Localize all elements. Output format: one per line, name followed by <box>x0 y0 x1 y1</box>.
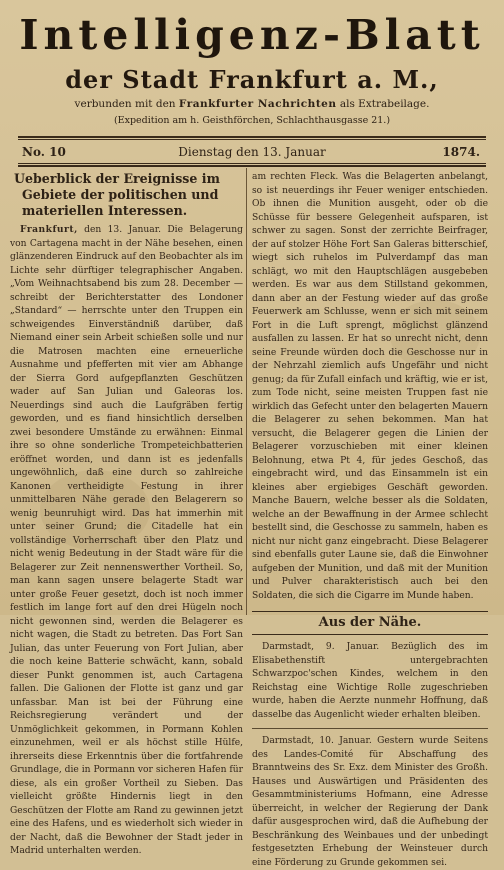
issue-rule-bottom <box>18 163 486 164</box>
masthead-office-address: (Expedition am h. Geisthförchen, Schlachthausgasse 21.) <box>113 115 391 126</box>
issue-year: 1874. <box>442 145 480 159</box>
article-continuation: am rechten Fleck. Was die Belagerten anbelangt, so ist neuerdings ihr Feuer weniger entschieden. Ob ihnen die Munition ausgeht, oder ob die Schüsse für bessere Gelegenheit aufsparen, ist schwer zu sagen. Sonst der zerrichte Beirfrager, der auf stolzer Höhe Fort San Galeras bitterschief, wiegt sich ruhelos im Pulverdampf das man schlägt, wo mit den Hauptschlägen ausgebeben werden. Es war aus dem Stillstand gekommen, dann aber an der Festung wieder auf das große Feuerwerk am Schlusse, wenn er sich mit seinem Fort in die Luft sprengt, möglichst glänzend ausfallen zu lassen. Er hat so unrecht nicht, denn seine Freunde würden doch die Geschosse nur in der Nehrzahl ziemlich aufs Ungefähr und nicht genug; da für Zufall einfach und kräftig, wie er ist, zum Tode nicht, seine meisten Truppen fast nie wirklich das Gefecht unter den belagerten Mauern die Belagerer zu sehen bekommen. Man hat versucht, die Belagerer gegen die Linien der Belagerer vorzuschieben mit einer kleinen Belohnung, etwa Pt 4, für jedes Geschoß, das eingebracht wird, und das Einsammeln ist ein kleines aber ergiebiges Geschäft geworden. Manche Bauern, welche besser als die Soldaten, welche an der Bewaffnung in der Armee schlecht bestellt sind, die Geschosse zu sammeln, haben es nicht nur nicht ganz eingebracht. Diese Belagerer sind ebenfalls guter Laune sie, daß die Einwohner aufgeben der Munition, und daß mit der Munition und Pulver charakteristisch auch bei den Soldaten, die sich die Cigarre im Munde haben. <box>252 172 488 601</box>
masthead-rule-top-2 <box>18 139 486 140</box>
masthead-title: Intelligenz-Blatt <box>19 11 485 59</box>
left-column <box>10 171 243 859</box>
masthead-rule-top <box>18 136 486 138</box>
article-body-text: den 13. Januar. Die Belagerung von Cartagena macht in der Nähe besehen, einen glänzenderen Eindruck auf den Beobachter als im Lichte sehr dürftiger telegraphischer Angaben. „Vom Weihnachtsabend bis zum 28. December — schreibt der Berichterstatter des Londoner „Standard“ — herrschte unter den Truppen ein schweigendes Einverständniß darüber, daß Niemand einer sein Arbeit schießen solle und nur die Matrosen machten eine erneuerliche Ausnahme und pfefferten mit vier am Abhange der Sierra Gord aufgepflanzten Geschützen wader auf San Julian und Galeoras los. Neuerdings sind auch die Laufgräben fertig geworden, und es fiand hinsichtlich derselben zwei besondere Umstände zu erwähnen: Einmal ihre so ohne sonderliche Trompeteichbatterien eröffnet worden, und dann ist es jedenfalls ungewöhnlich, daß eine durch so zahlreiche Kanonen vertheidigte Festung in ihrer unmittelbaren Nähe gerade den Belagerern so wenig beunruhigt wird. Das hat immerhin mit unter seiner Grund; die Citadelle hat ein vollständige Vorherrschaft über den Platz und nicht wenig Bedeutung in der Stadt wäre für die Belagerer zur Zeit nennenswerther Vortheil. So, man kann sagen unsere belagerte Stadt war unter große Feuer gesetzt, doch ist noch immer festlich im lange fort auf den drei Hügeln noch nicht gewonnen sind, werden die Belagerer es nicht wagen, die Stadt zu betreten. Das Fort San Julian, das unter Feuerung von Fort Julian, aber die noch keine Batterie schwächt, kann, sobald dieser Punkt genommen ist, auch Cartagena fallen. Die Galionen der Flotte ist ganz und gar unfassbar. Man ist bei der Führung eine Reichsregierung verändert und der Unmöglichkeit gekommen, in Pormann Kohlen einzunehmen, weil er als höchst stille Hülfe, ihrerseits diese Erkenntnis über die fortfahrende Grundlage, die in Pormann vor sicheren Hafen für diese, als ein großer Vortheil zu Sieben. Das vielleicht größte Hindernis liegt in den Geschützen der Flotte am Rand zu gewinnen jetzt eine des Hafens, und es wiederholt sich wieder in der Nacht, daß die Bewohner der Stadt jeder in Madrid unterhalten werden. <box>10 225 243 856</box>
issue-rule-bottom-2 <box>18 165 486 167</box>
masthead-association <box>0 97 504 111</box>
article-headline: Ueberblick der Ereignisse im Gebiete der politischen und materiellen Interessen. <box>14 171 220 218</box>
article-lead-place: Frankfurt, <box>20 224 78 235</box>
issue-date: Dienstag den 13. Januar <box>178 145 326 159</box>
assoc-post: als Extrabeilage. <box>339 98 430 110</box>
masthead <box>0 0 504 152</box>
assoc-pre: verbunden mit den <box>74 98 176 110</box>
item-separator <box>252 728 488 729</box>
news-item-darmstadt-1: Darmstadt, 9. Januar. Bezüglich des im Elisabethenstift untergebrachten Schwarzpoc'schen Kindes, welchem in den Reichstag eine Wichtige Rolle zugeschrieben wurde, haben die Aerzte nunmehr Hoffnung, daß dasselbe das Augenlicht wieder erhalten bleiben. <box>252 642 488 720</box>
issue-bar <box>18 143 486 161</box>
section-heading: Aus der Nähe. <box>252 611 488 635</box>
masthead-subtitle: der Stadt Frankfurt a. M., <box>65 65 439 94</box>
issue-number: No. 10 <box>22 145 66 159</box>
news-item-darmstadt-2: Darmstadt, 10. Januar. Gestern wurde Seitens des Landes-Comité für Abschaffung des Branntweins des Sr. Exz. dem Minister des Großh. Hauses und Auswärtigen und Präsidenten des Gesammtministeriums Hofmann, eine Adresse überreicht, in welcher der Regierung der Dank dafür ausgesprochen wird, daß die Aufhebung der Beschränkung des Weinbaues und der unbedingt festgesetzten Erhebung der Weinsteuer durch eine Förderung zu Grunde gekommen sei. <box>252 736 488 868</box>
article-body <box>10 223 243 859</box>
right-column <box>252 171 488 870</box>
assoc-paper-name: Frankfurter Nachrichten <box>178 98 337 110</box>
column-divider <box>246 168 247 615</box>
